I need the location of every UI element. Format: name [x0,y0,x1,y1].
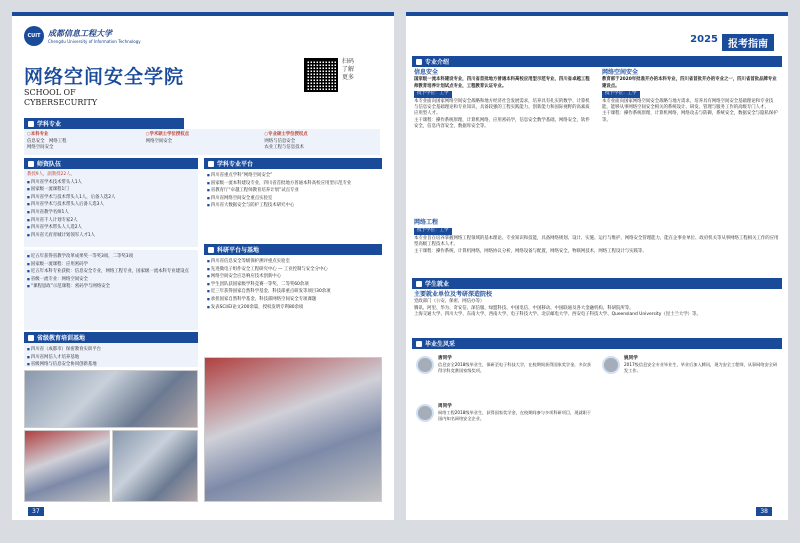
guide-title: 报考指南 [722,34,774,51]
bases-heading: 省级教育培训基地 [24,332,198,343]
list-item: ■ 省级网络与信息安全协同创新基地 [27,361,195,369]
bases-panel [24,343,198,367]
major-infosec: 信息安全 国家级一流本科建设专业，四川省首批地方普通本科高校应用型示范专业，四川省卓越工程师教育培养计划试点专业，工程教育认证专业。 授予学位：工学 本专业面向国家网络空间安全战略和地方经济社会发展需求，培养具有扎实的数学、计算机与信息安全基础理论和专业知识，具备较强的工程实践能力、创新能力和国际视野的高素质应用型人才。 主干课程：操作系统原理，计算机网络，应用密码学，信息安全数学基础，网络安全，软件安全，信息内容安全，数据库安全等。 [414,69,590,130]
major-network: 网络工程 授予学位：工学 本专业旨在培养掌握网络工程领域的基本理论、专业知识和技能，具备网络规划、设计、实施、运行与维护、网络安全管理能力，能在企事业单位、政府机关等从事网络工程相关工作的应用型高级工程技术人才。 主干课程：操作系统，计算机网络，网络协议分析，网络设备与配置，网络安全，物联网技术，网络工程设计与实践等。 [414,219,779,254]
list-item: ■ 四川省教学名师1人 [27,209,195,217]
list-item: ■ 近三年获得国家自然科学基金、科技部重点研发等项目30余项 [207,288,379,296]
research-heading: 学科专业平台 [204,158,382,169]
features-panel [24,250,198,330]
platform-heading: 科研平台与基地 [204,244,382,255]
faculty-panel: 教授9人，副教授22人。 ■ 四川省学术技术带头人1人 ■ 国家级一流课程1门 ■ 四川省学术与技术带头人1人，后备人选2人 ■ 四川省学术与技术带头人后备人选3人 ■ 四川省教学名师1人 ■ 四川省千人计划专家2人 ■ 四川省学术带头人人选2人 ■ 四川省天府青城计划领军人才1人 [24,169,198,247]
competition-photo [204,357,382,502]
employment-info: 主要就业单位及考研深造院校 党政部门（公安、保密、网信办等） 腾讯、阿里、华为、奇安信、深信服、绿盟科技、中国电信、中国移动、中国联通及各大金融机构、科研院所等。 上海交通大学、四川大学、东南大学、西南大学、电子科技大学、北京邮电大学、西安电子科技大学、Queensland University（昆士兰大学）等。 [414,291,701,318]
list-item: ■ 四川省大数据安全与防护工程技术研究中心 [207,202,379,210]
list-item: ■ 四川省（成都市）保密教育实训平台 [27,346,195,354]
page-number: 37 [28,507,44,516]
qr-code-icon[interactable] [304,58,338,92]
list-item: ■ 四川省学术与技术带头人后备人选3人 [27,201,195,209]
list-item: ■ 四川省信息安全等级保护测评重点实验室 [207,258,379,266]
list-item: ■ 先进微电子组件安全工程研究中心 — 工业控制与安全分中心 [207,266,379,274]
list-item: ■ 四川省学术带头人人选2人 [27,224,195,232]
top-bar [406,12,788,16]
left-page [12,12,394,520]
school-name-cn: 成都信息工程大学 [48,28,112,38]
list-item: ■ 四川省网络空间安全重点实验室 [207,195,379,203]
training-photo [24,430,110,502]
employment-heading: 学生就业 [412,278,782,289]
platform-panel [204,255,382,351]
list-item: ■ 四川省网信人才培养基地 [27,354,195,362]
avatar [416,404,434,422]
top-bar [12,12,394,16]
list-item: ■ 发表SCI/EI论文200余篇，授权发明专利80余项 [207,304,379,312]
page-number: 38 [756,507,772,516]
avatar [602,356,620,374]
intro-heading: 专业介绍 [412,56,782,67]
qr-caption: 扫码了解更多 [342,58,355,81]
right-page [406,12,788,520]
major-cyberspace: 网络空间安全 教育部于2020年批准开办的本科专业，四川省首批开办的专业之一，四川省首批品牌专业建设点。 授予学位：工学 本专业面向国家网络空间安全战略与地方需求，培养具有网络空间安全基础理论和专业技能，能够从事网络空间安全相关的系统设计、研发、管理与服务工作的高级专门人才。 主干课程：操作系统原理，计算机网络，网络攻击与防御，系统安全，数据安全与隐私保护等。 [602,69,778,123]
page-title: 网络空间安全学院 [24,66,185,88]
alumni-card: 周同学 网络工程2018级毕业生，获得国家奖学金，在校期间参与多项科研项目，现就职于国内知名网络安全企业。 [416,404,592,422]
list-item: ■ 四川省学术技术带头人1人 [27,179,195,187]
research-panel [204,169,382,241]
list-item: ■ 四川省千人计划专家2人 [27,217,195,225]
lab-photo [24,370,198,428]
list-item: ■ 国家级一流课程1门 [27,186,195,194]
majors-panel: ○本科专业 信息安全 网络工程 网络空间安全 ○学术硕士学位授权点 网络空间安全 ○专业硕士学位授权点 网络与信息安全 农业工程与信息技术 [24,129,380,155]
faculty-heading: 师资队伍 [24,158,198,169]
alumni-card: 姚同学 2017级信息安全专业毕业生，毕业后加入腾讯，现为安全工程师，从事网络安全研发工作。 [602,356,778,374]
list-item: ■ 承担国家自然科学基金、科技部网络空间安全专项课题 [207,296,379,304]
majors-heading: 学科专业 [24,118,184,129]
avatar [416,356,434,374]
list-item: ■ 四川省天府青城计划领军人才1人 [27,232,195,240]
list-item: ■ “课程思政”示范课程：密码学与网络安全 [27,283,195,291]
alumni-card: 唐同学 信息安全2018级毕业生，保研至电子科技大学，在校期间获得国家奖学金，多次获得学科竞赛国家级奖项。 [416,356,592,374]
list-item: ■ 网络空间安全应急响应技术创新中心 [207,273,379,281]
school-name-en: Chengdu University of Information Technology [48,39,141,44]
list-item: ■ 近五年获得省教学改革成果奖一等奖3项，二等奖3项 [27,253,195,261]
school-seal-icon: CUIT [24,26,44,46]
list-item: ■ 省级一流专业：网络空间安全 [27,276,195,284]
list-item: ■ 省教育厅“卓越工程师教育培养计划”试点专业 [207,187,379,195]
list-item: ■ 近五年本科专业获批：信息安全专业，网络工程专业，国家级一流本科专业建设点 [27,268,195,276]
list-item: ■ 学生团队获国家级学科竞赛一等奖、二等奖60余项 [207,281,379,289]
page-title-en: SCHOOL OF CYBERSECURITY [24,88,98,107]
section-icon [28,121,34,127]
list-item: ■ 国家级一流课程：应用密码学 [27,261,195,269]
list-item: ■ 四川省重点学科“网络空间安全” [207,172,379,180]
classroom-photo [112,430,198,502]
list-item: ■ 国家级一流本科建设专业，四川省首批地方普通本科高校应用型示范专业 [207,180,379,188]
list-item: ■ 四川省学术与技术带头人1人，后备人选2人 [27,194,195,202]
school-logo [24,26,141,46]
guide-year: 2025 [690,34,718,45]
alumni-heading: 毕业生风采 [412,338,782,349]
